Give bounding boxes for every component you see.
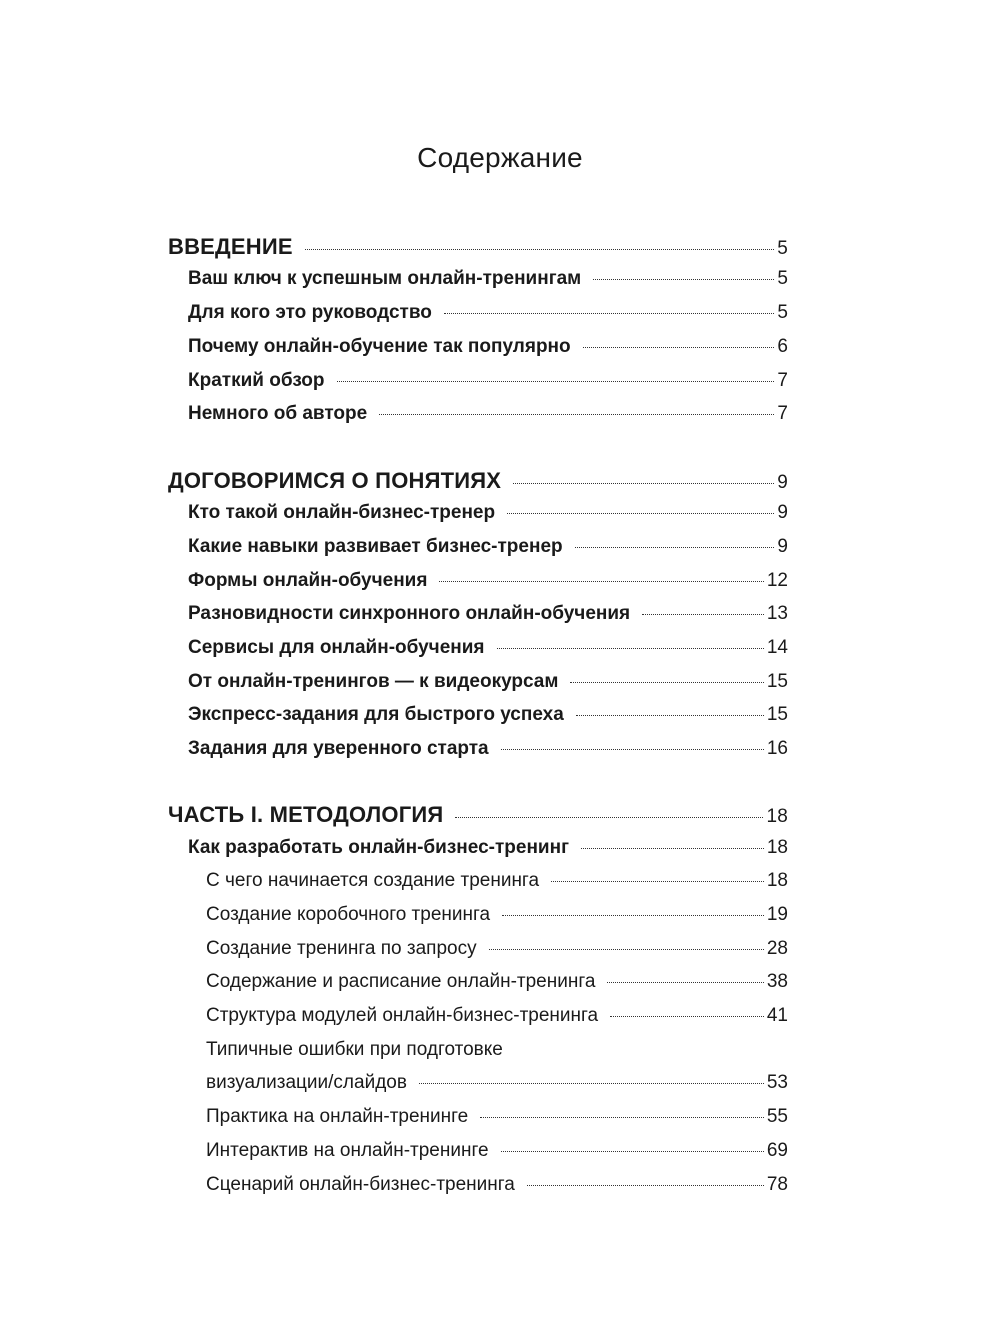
toc-page-number: 5 bbox=[777, 302, 788, 323]
dot-leader bbox=[507, 513, 774, 514]
dot-leader bbox=[305, 249, 774, 250]
toc-subentry-title: Интерактив на онлайн-тренинге bbox=[206, 1140, 489, 1161]
toc-entry[interactable] bbox=[188, 403, 788, 437]
toc-subentry[interactable] bbox=[206, 1140, 788, 1174]
toc-subentry[interactable] bbox=[206, 1106, 788, 1140]
toc-subentry-title-line2: визуализации/слайдов bbox=[206, 1072, 407, 1093]
dot-leader bbox=[502, 915, 764, 916]
dot-leader bbox=[583, 347, 775, 348]
dot-leader bbox=[501, 749, 764, 750]
dot-leader bbox=[607, 982, 763, 983]
toc-entry-title: Почему онлайн-обучение так популярно bbox=[188, 336, 571, 357]
toc-page-number: 41 bbox=[766, 1005, 788, 1026]
toc-page-number: 14 bbox=[766, 637, 788, 658]
toc-subentry[interactable] bbox=[206, 870, 788, 904]
toc-entry-title: Задания для уверенного старта bbox=[188, 738, 489, 759]
toc-page-number: 69 bbox=[766, 1140, 788, 1161]
dot-leader bbox=[501, 1151, 764, 1152]
dot-leader bbox=[489, 949, 764, 950]
toc-entry-title: Разновидности синхронного онлайн-обучения bbox=[188, 603, 631, 624]
toc-entry[interactable] bbox=[188, 837, 788, 871]
toc-page-number: 9 bbox=[777, 502, 788, 523]
toc-entry[interactable] bbox=[188, 370, 788, 404]
dot-leader bbox=[419, 1083, 764, 1084]
dot-leader bbox=[497, 648, 764, 649]
toc-page-number: 7 bbox=[777, 370, 788, 391]
page-title: Содержание bbox=[417, 142, 583, 173]
toc-entry[interactable] bbox=[188, 570, 788, 604]
toc-subentry[interactable] bbox=[206, 971, 788, 1005]
toc-entry-title: Немного об авторе bbox=[188, 403, 368, 424]
toc-page-number: 18 bbox=[766, 870, 788, 891]
toc-page-number: 5 bbox=[777, 238, 788, 259]
toc-entry[interactable] bbox=[188, 502, 788, 536]
dot-leader bbox=[444, 313, 775, 314]
toc-page-number: 13 bbox=[766, 603, 788, 624]
toc-page-number: 5 bbox=[777, 268, 788, 289]
dot-leader bbox=[455, 817, 763, 818]
toc-section-methodology[interactable] bbox=[168, 802, 788, 836]
dot-leader bbox=[379, 414, 774, 415]
toc-page-number: 7 bbox=[777, 403, 788, 424]
toc-entry-title: Кто такой онлайн-бизнес-тренер bbox=[188, 502, 496, 523]
toc-section-title: ДОГОВОРИМСЯ О ПОНЯТИЯХ bbox=[168, 468, 502, 493]
dot-leader bbox=[575, 547, 775, 548]
toc-entry[interactable] bbox=[188, 302, 788, 336]
toc-subentry-title-line1[interactable]: Типичные ошибки при подготовке bbox=[206, 1039, 503, 1060]
toc-page-number: 55 bbox=[766, 1106, 788, 1127]
toc-section-concepts[interactable] bbox=[168, 468, 788, 502]
toc-entry-title: Сервисы для онлайн-обучения bbox=[188, 637, 485, 658]
dot-leader bbox=[570, 682, 763, 683]
toc-entry[interactable] bbox=[188, 637, 788, 671]
toc-entry-title: Краткий обзор bbox=[188, 370, 325, 391]
dot-leader bbox=[513, 483, 774, 484]
toc-subentry-title: Создание тренинга по запросу bbox=[206, 938, 477, 959]
toc-page-number: 9 bbox=[777, 472, 788, 493]
toc-entry[interactable] bbox=[188, 268, 788, 302]
toc-page-number: 38 bbox=[766, 971, 788, 992]
toc-page-number: 53 bbox=[766, 1072, 788, 1093]
toc-entry[interactable] bbox=[188, 738, 788, 772]
toc-entry-title: Ваш ключ к успешным онлайн-тренингам bbox=[188, 268, 582, 289]
toc-entry-title: Формы онлайн-обучения bbox=[188, 570, 428, 591]
toc-subentry[interactable] bbox=[206, 904, 788, 938]
toc-page-number: 16 bbox=[766, 738, 788, 759]
toc-subentry-title: Практика на онлайн-тренинге bbox=[206, 1106, 469, 1127]
toc-subentry[interactable] bbox=[206, 1072, 788, 1106]
toc-page-number: 6 bbox=[777, 336, 788, 357]
toc-entry[interactable] bbox=[188, 704, 788, 738]
toc-entry-title: Для кого это руководство bbox=[188, 302, 432, 323]
dot-leader bbox=[642, 614, 764, 615]
toc-entry[interactable] bbox=[188, 671, 788, 705]
toc-subentry[interactable] bbox=[206, 1005, 788, 1039]
toc-entry[interactable] bbox=[188, 536, 788, 570]
toc-subentry-title: С чего начинается создание тренинга bbox=[206, 870, 540, 891]
toc-entry-title: От онлайн-тренингов — к видеокурсам bbox=[188, 671, 559, 692]
dot-leader bbox=[527, 1185, 764, 1186]
dot-leader bbox=[576, 715, 764, 716]
toc-page-number: 9 bbox=[777, 536, 788, 557]
toc-entry-title: Как разработать онлайн-бизнес-тренинг bbox=[188, 837, 569, 858]
toc-section-title: ВВЕДЕНИЕ bbox=[168, 234, 293, 259]
toc-page-number: 18 bbox=[766, 837, 788, 858]
toc-subentry[interactable] bbox=[206, 938, 788, 972]
toc-page-number: 18 bbox=[766, 806, 788, 827]
toc-page-number: 28 bbox=[766, 938, 788, 959]
toc-section-title: ЧАСТЬ I. МЕТОДОЛОГИЯ bbox=[168, 802, 444, 827]
toc-page-number: 15 bbox=[766, 671, 788, 692]
dot-leader bbox=[439, 581, 763, 582]
toc-section-introduction[interactable] bbox=[168, 234, 788, 268]
toc-entry-title: Какие навыки развивает бизнес-тренер bbox=[188, 536, 563, 557]
dot-leader bbox=[610, 1016, 764, 1017]
toc-page-number: 15 bbox=[766, 704, 788, 725]
toc-entry[interactable] bbox=[188, 603, 788, 637]
toc-subentry-title: Содержание и расписание онлайн-тренинга bbox=[206, 971, 596, 992]
toc-entry-title: Экспресс-задания для быстрого успеха bbox=[188, 704, 564, 725]
dot-leader bbox=[593, 279, 774, 280]
dot-leader bbox=[337, 381, 775, 382]
toc-subentry-title: Структура модулей онлайн-бизнес-тренинга bbox=[206, 1005, 599, 1026]
toc-page-number: 78 bbox=[766, 1174, 788, 1195]
toc-page-number: 12 bbox=[766, 570, 788, 591]
toc-page-number: 19 bbox=[766, 904, 788, 925]
dot-leader bbox=[551, 881, 764, 882]
toc-entry[interactable] bbox=[188, 336, 788, 370]
toc-subentry[interactable] bbox=[206, 1174, 788, 1208]
dot-leader bbox=[480, 1117, 764, 1118]
toc-subentry-title: Сценарий онлайн-бизнес-тренинга bbox=[206, 1174, 515, 1195]
dot-leader bbox=[581, 848, 764, 849]
toc-subentry-title: Создание коробочного тренинга bbox=[206, 904, 491, 925]
